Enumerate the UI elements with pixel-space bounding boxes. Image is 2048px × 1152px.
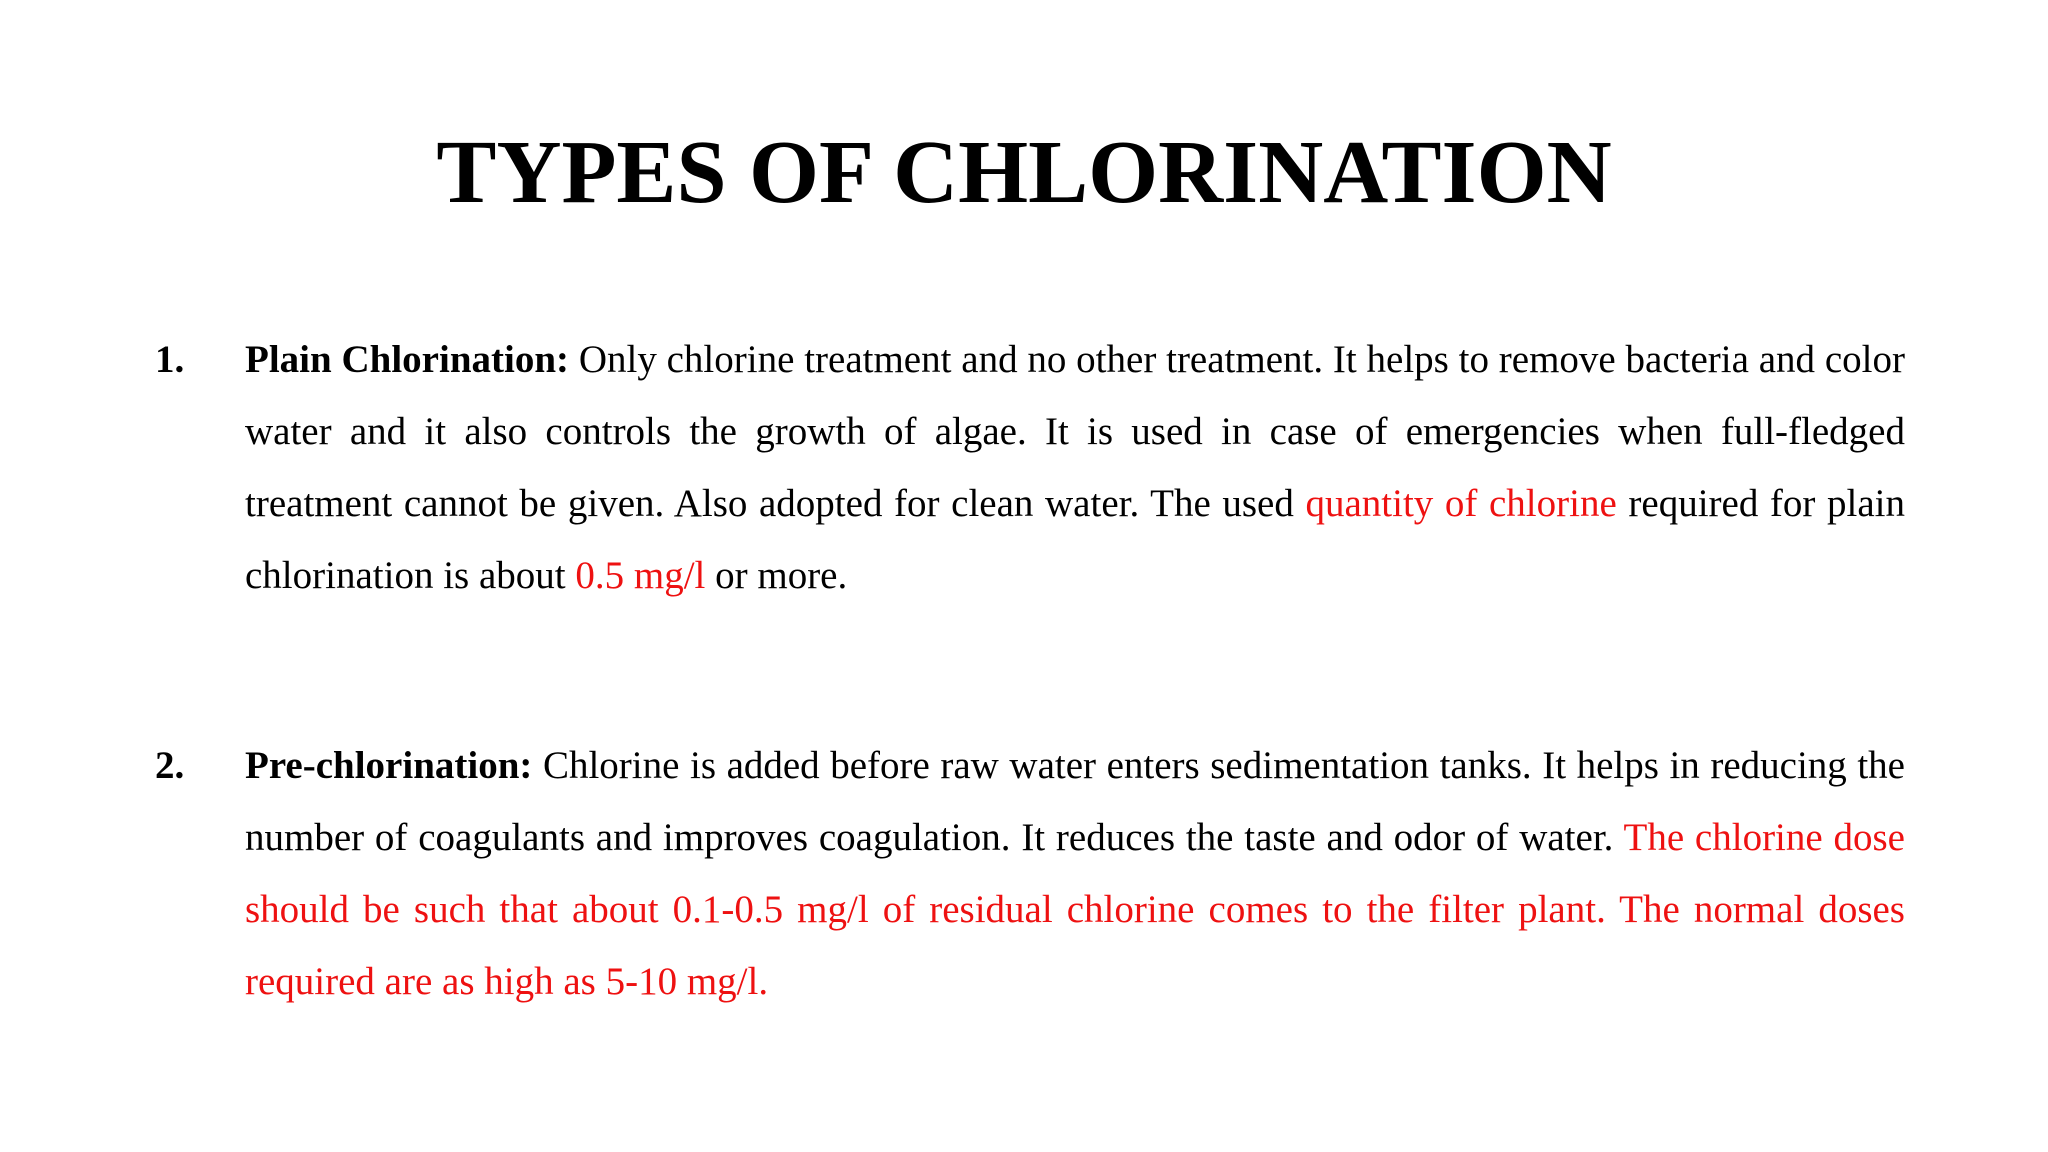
- body-text: Chlorine is added before raw water enters sedimentation tanks. It helps in reducing the number of coagulants and improves coagulation. It reduces the taste and odor of water.: [245, 744, 1905, 859]
- list-number: 1.: [155, 338, 185, 381]
- body-text: Only chlorine treatment and no other treatment. It helps to remove bacteria and color water and it also controls the growth of algae. It is used in case of emergencies when full-fledged treatment cannot be given. Also adopted for clean water. The used: [245, 338, 1905, 525]
- slide-title: TYPES OF CHLORINATION: [436, 123, 1612, 222]
- highlighted-text: 0.5 mg/l: [575, 554, 706, 597]
- body-text: required for plain chlorination is about: [245, 482, 1905, 597]
- highlighted-text: The chlorine dose should be such that about 0.1-0.5 mg/l of residual chlorine comes to the filter plant. The normal doses required are as high as 5-10 mg/l.: [245, 816, 1905, 1003]
- highlighted-text: quantity of chlorine: [1305, 482, 1617, 525]
- body-text: or more.: [705, 554, 848, 597]
- list-item-text: [245, 324, 1905, 612]
- term-label: Plain Chlorination:: [245, 338, 570, 381]
- term-label: Pre-chlorination:: [245, 744, 533, 787]
- list-number: 2.: [155, 744, 185, 787]
- list-item-text: [245, 730, 1905, 1018]
